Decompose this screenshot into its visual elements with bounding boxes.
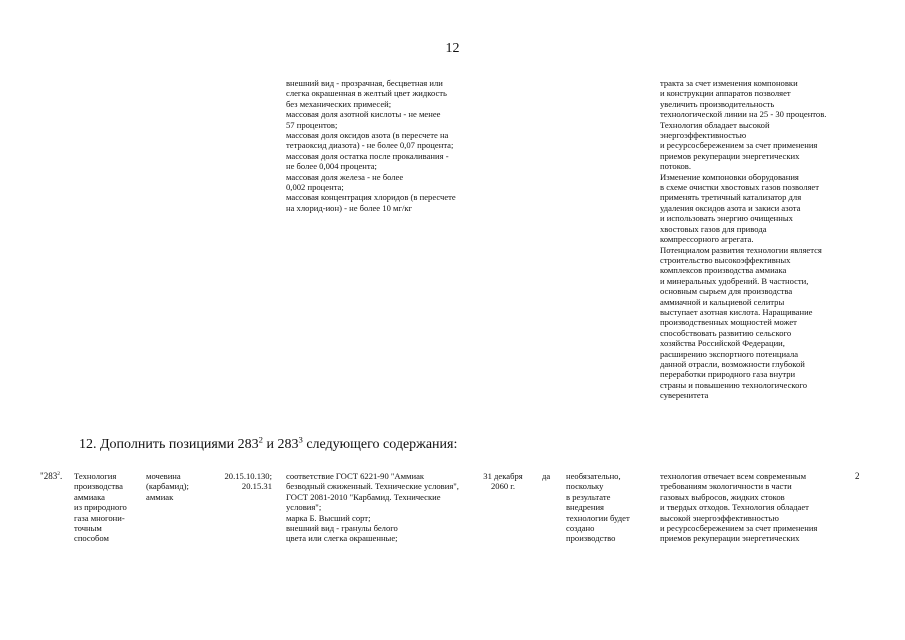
text-line: в схеме очистки хвостовых газов позволяет [660, 182, 820, 193]
okpd-codes-cell [210, 471, 272, 492]
opening-quote: " [40, 471, 44, 481]
text-line: способом [74, 533, 109, 544]
text-line: мочевина [146, 471, 181, 481]
text-line: расширению экспортного потенциала [660, 348, 799, 359]
heading-prefix: 12. Дополнить позициями 283 [79, 437, 259, 452]
text-line: (карбамид); [146, 481, 189, 492]
text-line: и конструкции аппаратов позволяет [660, 88, 791, 99]
text-line: поскольку [566, 481, 604, 492]
text-line: строительство высокоэффективных [660, 254, 791, 265]
text-line: 2060 г. [490, 481, 516, 492]
specification-cell [286, 471, 459, 544]
position-number [40, 471, 62, 481]
text-line: высокой энергоэффективностью [660, 512, 779, 523]
flag-cell: да [542, 471, 551, 481]
text-line: увеличить производительность [660, 98, 775, 109]
text-line: 20.15.10.130; [224, 471, 272, 481]
obligation-cell [566, 471, 630, 544]
text-line: удаления оксидов азота и закиси азота [660, 202, 801, 213]
text-line: комплексов производства аммиака [660, 265, 787, 276]
text-line: создано [566, 523, 595, 534]
text-line: и использовать энергию очищенных [660, 213, 793, 224]
heading-sup-2: 3 [298, 434, 303, 445]
text-line: производство [566, 533, 616, 544]
text-line: энергоэффективностью [660, 130, 747, 141]
text-line: аммиака [74, 491, 105, 502]
text-line: выступает азотная кислота. Наращивание [660, 306, 813, 317]
text-line: и минеральных удобрений. В частности, [660, 275, 809, 286]
text-line: ГОСТ 2081-2010 "Карбамид. Технические [286, 491, 441, 502]
text-line: технологической линии на 25 - 30 процентов. [660, 109, 827, 120]
text-line: компрессорного агрегата. [660, 234, 754, 245]
text-line: массовая концентрация хлоридов (в пересчете [286, 192, 456, 203]
text-line: условия"; [286, 502, 322, 513]
text-line: 20.15.31 [241, 481, 272, 492]
text-line: в результате [566, 491, 611, 502]
text-line: суверенитета [660, 390, 709, 401]
text-line: основным сырьем для производства [660, 286, 793, 297]
text-line: Технология [74, 471, 117, 481]
section-heading [79, 434, 458, 453]
page-number: 12 [445, 41, 460, 56]
text-line: 57 процентов; [286, 119, 338, 130]
text-line: применять третичный катализатор для [660, 192, 802, 203]
date-cell [482, 471, 524, 492]
text-line: 31 декабря [483, 471, 523, 481]
text-line: слегка окрашенная в желтый цвет жидкость [286, 88, 447, 99]
text-line: приемов рекуперации энергетических [660, 533, 800, 544]
text-line: массовая доля остатка после прокаливания - [286, 150, 449, 161]
text-line: безводный сжиженный. Технические условия", [286, 481, 459, 492]
position-base: 283 [43, 471, 58, 481]
text-line: точным [74, 523, 102, 534]
upper-description-column [660, 78, 855, 401]
text-line: производственных мощностей может [660, 317, 797, 328]
text-line: тетраоксид диазота) - не более 0,07 процента; [286, 140, 454, 151]
text-line: данной отрасли, возможности глубокой [660, 358, 805, 369]
text-line: и ресурсосбережением за счет применения [660, 140, 818, 151]
row-description-cell [660, 471, 817, 544]
text-line: соответствие ГОСТ 6221-90 "Аммиак [286, 471, 425, 481]
text-line: Потенциалом развития технологии является [660, 244, 822, 255]
text-line: без механических примесей; [286, 98, 392, 109]
heading-middle: и 283 [262, 437, 299, 452]
text-line: потоков. [660, 161, 691, 172]
text-line: страны и повышению технологического [660, 379, 808, 390]
text-line: марка Б. Высший сорт; [286, 512, 371, 523]
text-line: из природного [74, 502, 127, 513]
text-line: на хлорид-ион) - не более 10 мг/кг [286, 202, 413, 213]
text-line: и твердых отходов. Технология обладает [660, 502, 809, 513]
text-line: аммиачной и кальциевой селитры [660, 296, 785, 307]
text-line: не более 0,004 процента; [286, 161, 377, 172]
text-line: технология отвечает всем современным [660, 471, 807, 481]
technology-name-cell [74, 471, 127, 544]
edge-mark: 2 [855, 471, 860, 481]
text-line: технологии будет [566, 512, 630, 523]
text-line: необязательно, [566, 471, 621, 481]
text-line: производства [74, 481, 123, 492]
text-line: тракта за счет изменения компоновки [660, 78, 798, 88]
text-line: газовых выбросов, жидких стоков [660, 491, 785, 502]
text-line: приемов рекуперации энергетических [660, 150, 800, 161]
position-sup: 2 [57, 471, 60, 477]
upper-spec-column [286, 78, 516, 213]
position-dot: . [59, 471, 63, 481]
text-line: Технология обладает высокой [660, 119, 770, 130]
products-cell [146, 471, 189, 502]
text-line: массовая доля железа - не более [286, 171, 404, 182]
text-line: Изменение компоновки оборудования [660, 171, 799, 182]
text-line: аммиак [146, 491, 174, 502]
heading-suffix: следующего содержания: [302, 437, 458, 452]
text-line: хвостовых газов для привода [660, 223, 767, 234]
text-line: массовая доля азотной кислоты - не менее [286, 109, 441, 120]
text-line: внешний вид - прозрачная, бесцветная или [286, 78, 443, 88]
text-line: требованиям экологичности в части [660, 481, 792, 492]
text-line: массовая доля оксидов азота (в пересчете на [286, 130, 449, 141]
text-line: цвета или слегка окрашенные; [286, 533, 398, 544]
text-line: внедрения [566, 502, 604, 513]
text-line: газа многони- [74, 512, 125, 523]
heading-sup-1: 2 [258, 434, 263, 445]
text-line: 0,002 процента; [286, 182, 344, 193]
text-line: и ресурсосбережением за счет применения [660, 523, 818, 534]
text-line: переработки природного газа внутри [660, 369, 796, 380]
text-line: внешний вид - гранулы белого [286, 523, 398, 534]
text-line: хозяйства Российской Федерации, [660, 338, 785, 349]
text-line: способствовать развитию сельского [660, 327, 792, 338]
